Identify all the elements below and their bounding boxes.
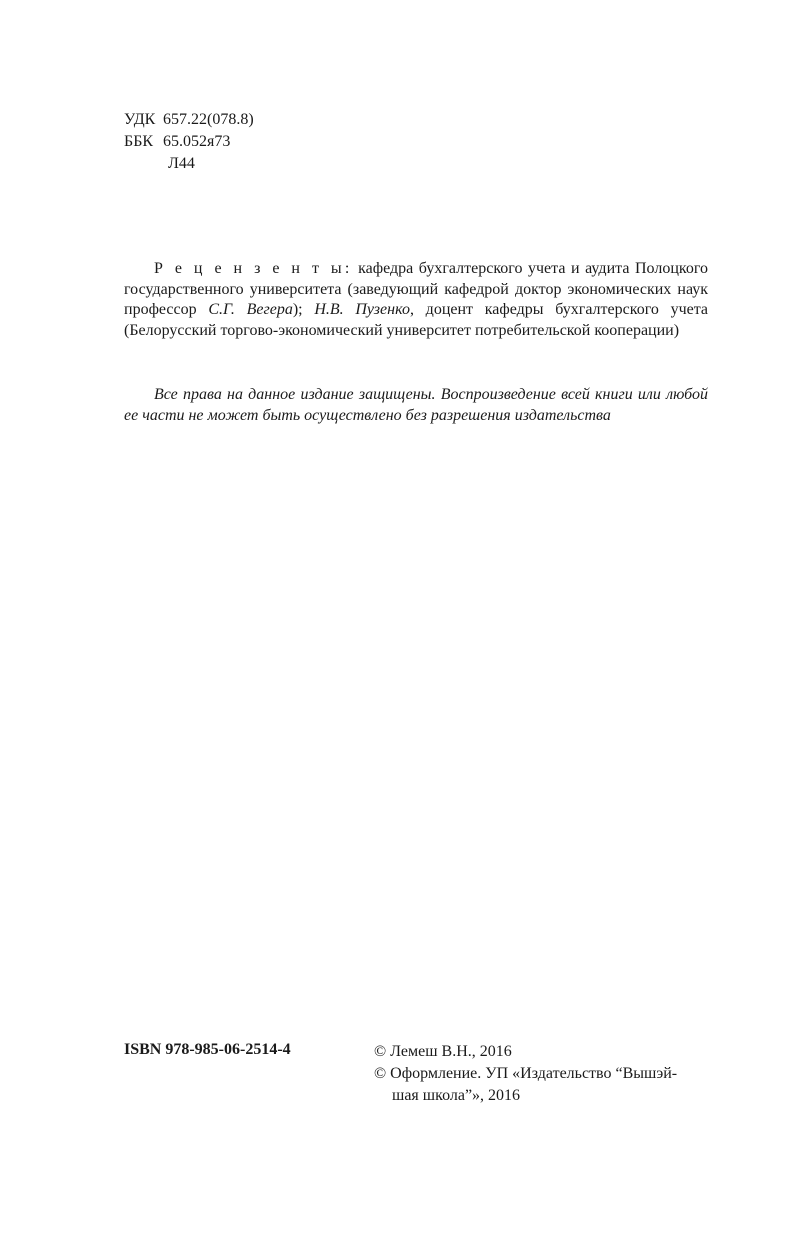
copyright-line-author: © Лемеш В.Н., 2016 bbox=[374, 1043, 512, 1060]
bbk-value: 65.052я73 bbox=[163, 133, 231, 150]
isbn: ISBN 978-985-06-2514-4 bbox=[124, 1041, 291, 1058]
classification-block bbox=[124, 109, 254, 175]
reviewer-name-2: Н.В. Пузенко bbox=[314, 301, 410, 318]
bbk-row bbox=[124, 131, 254, 153]
rights-notice: Все права на данное издание защищены. Воспроизведение всей книги или любой ее части не может быть осуществлено без разрешения издательства bbox=[124, 386, 708, 424]
bbk-label: ББК bbox=[124, 133, 154, 150]
author-mark: Л44 bbox=[168, 155, 195, 172]
rights-notice-block bbox=[124, 384, 708, 426]
reviewer-name-1: С.Г. Вегера bbox=[208, 301, 293, 318]
reviewers-text-2: ); bbox=[292, 301, 315, 318]
udk-row bbox=[124, 109, 254, 131]
reviewers-paragraph bbox=[124, 259, 708, 341]
reviewers-lead: Р е ц е н з е н т ы: bbox=[154, 260, 353, 277]
author-mark-row bbox=[124, 153, 254, 175]
reviewers-text-3: , доцент кафедры бухгалтерского учета (Белорусский торгово-экономический университет потребительской кооперации) bbox=[124, 301, 708, 339]
udk-value: 657.22(078.8) bbox=[163, 111, 254, 128]
copyright-block bbox=[374, 1041, 710, 1107]
reviewers-text-1: кафедра бухгалтерского учета и аудита Полоцкого государственного университета (заведующий кафедрой доктор экономических наук профессор bbox=[124, 260, 709, 318]
reviewers-block bbox=[124, 259, 708, 341]
copyright-line-design-cont: шая школа”», 2016 bbox=[392, 1087, 521, 1104]
copyright-line-design: © Оформление. УП «Издательство “Вышэй- bbox=[374, 1065, 678, 1082]
udk-label: УДК bbox=[124, 111, 156, 128]
